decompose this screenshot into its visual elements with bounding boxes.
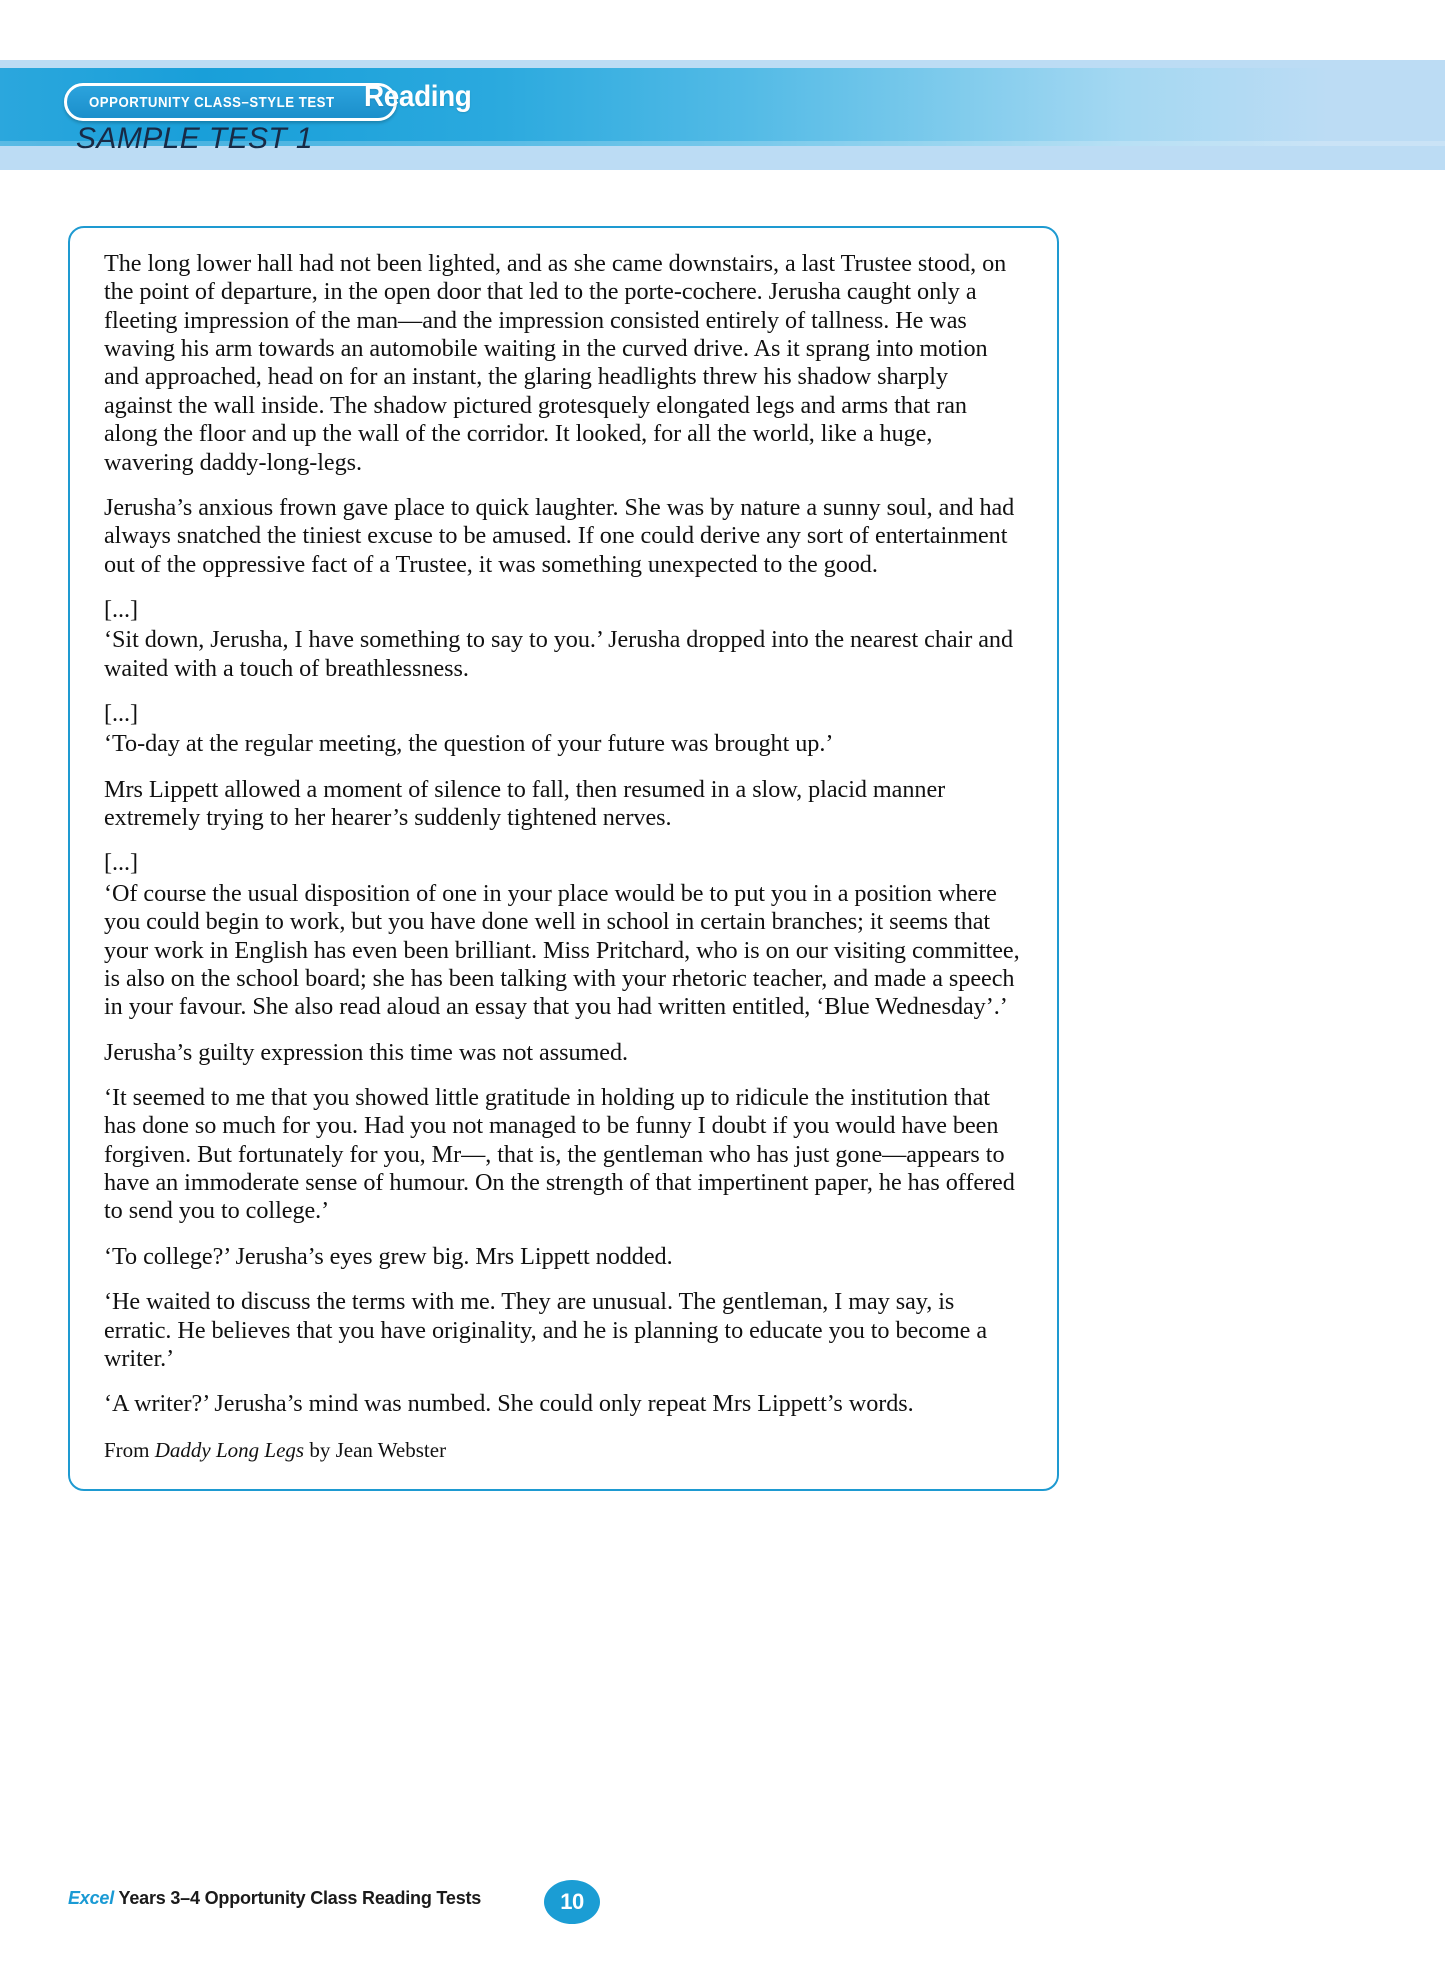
passage-paragraph: ‘It seemed to me that you showed little gratitude in holding up to ridicule the institution that has done so much for you. Had you not managed to be funny I doubt if you would have been forgiven. But fortunately for you, Mr—, that is, the gentleman who has just gone—appears to have an immoderate sense of humour. On the strength of that impertinent paper, he has offered to send you to college.’ <box>104 1083 1015 1225</box>
page-number-label: 10 <box>560 1889 584 1914</box>
section-title: Reading <box>364 80 472 113</box>
source-suffix: by Jean Webster <box>304 1437 447 1462</box>
passage-paragraph: ‘A writer?’ Jerusha’s mind was numbed. She could only repeat Mrs Lippett’s words. <box>104 1390 914 1418</box>
sample-test-title: SAMPLE TEST 1 <box>76 122 313 155</box>
footer-brand-label: Excel <box>68 1888 115 1908</box>
passage-paragraph: Mrs Lippett allowed a moment of silence to fall, then resumed in a slow, placid manner extremely trying to her hearer’s suddenly tightened nerves. <box>104 775 946 832</box>
source-title: Daddy Long Legs <box>154 1437 305 1462</box>
passage-paragraph: ‘To college?’ Jerusha’s eyes grew big. Mrs Lippett nodded. <box>104 1242 673 1270</box>
test-type-badge-label: OPPORTUNITY CLASS–STYLE TEST <box>89 93 335 111</box>
reading-passage-box <box>68 226 1059 1491</box>
page-footer <box>0 1886 1445 1926</box>
passage-paragraph: ‘Of course the usual disposition of one in your place would be to put you in a position where you could begin to work, but you have done well in school in certain branches; it seems that your work in English has even been brilliant. Miss Pritchard, who is on our visiting committee, is also on the school board; she has been talking with your rhetoric teacher, and made a speech in your favour. She also read aloud an essay that you had written entitled, ‘Blue Wednesday’.’ <box>104 879 1020 1021</box>
passage-paragraph: The long lower hall had not been lighted, and as she came downstairs, a last Trustee stood, on the point of departure, in the open door that led to the porte-cochere. Jerusha caught only a fleeting impression of the man—and the impression consisted entirely of tallness. He was waving his arm towards an automobile waiting in the curved drive. As it sprang into motion and approached, head on for an instant, the glaring headlights threw his shadow sharply against the wall inside. The shadow pictured grotesquely elongated legs and arms that ran along the floor and up the wall of the corridor. It looked, for all the world, like a huge, wavering daddy-long-legs. <box>104 250 1007 476</box>
passage-paragraph: [...] <box>104 849 138 877</box>
passage-paragraph: ‘To-day at the regular meeting, the question of your future was brought up.’ <box>104 730 834 758</box>
source-prefix: From <box>104 1437 155 1462</box>
passage-paragraph: Jerusha’s anxious frown gave place to quick laughter. She was by nature a sunny soul, and had always snatched the tiniest excuse to be amused. If one could derive any sort of entertainment out of the oppressive fact of a Trustee, it was something unexpected to the good. <box>104 493 1015 578</box>
passage-source-attribution <box>104 1438 1021 1463</box>
passage-paragraph: ‘Sit down, Jerusha, I have something to say to you.’ Jerusha dropped into the nearest chair and waited with a touch of breathlessness. <box>104 626 1014 682</box>
passage-paragraph: ‘He waited to discuss the terms with me. They are unusual. The gentleman, I may say, is erratic. He believes that you have originality, and he is planning to educate you to become a writer.’ <box>104 1288 988 1372</box>
test-type-badge <box>64 83 397 121</box>
page-number-badge <box>544 1880 600 1924</box>
passage-paragraph-list <box>104 250 1021 1419</box>
passage-paragraph: [...] <box>104 700 138 728</box>
passage-paragraph: [...] <box>104 595 138 623</box>
passage-paragraph: Jerusha’s guilty expression this time was not assumed. <box>104 1038 628 1066</box>
footer-series-text: Years 3–4 Opportunity Class Reading Tests <box>114 1888 482 1908</box>
footer-series-label <box>68 1888 481 1909</box>
